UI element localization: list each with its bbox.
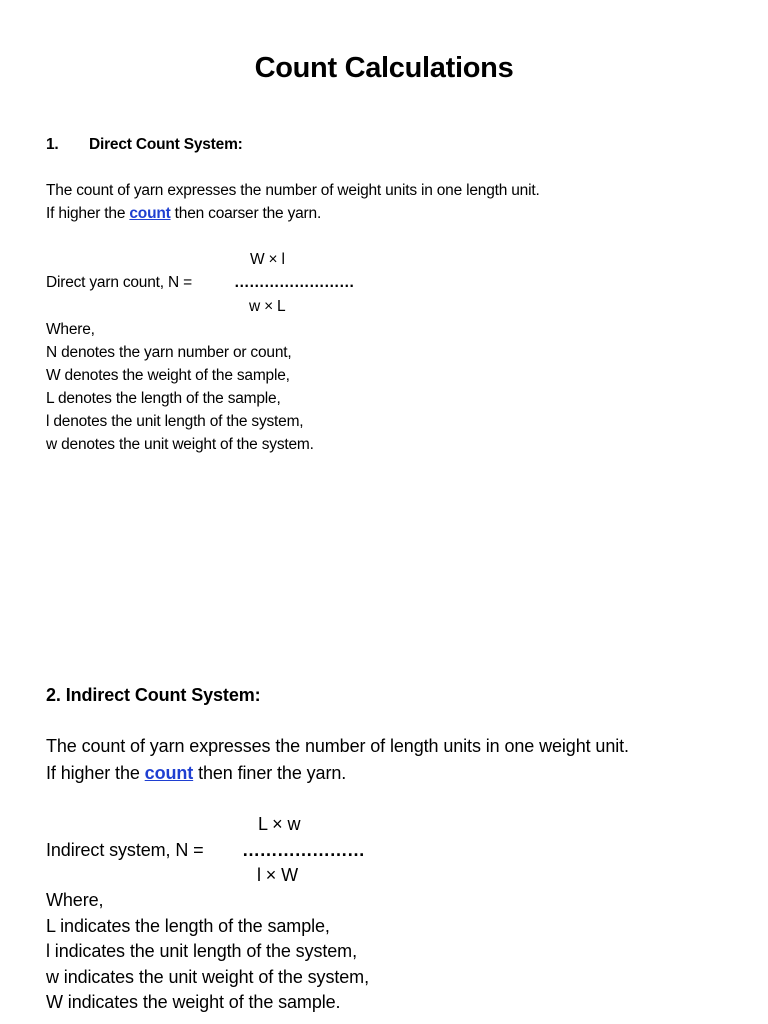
definition-item: L indicates the length of the sample,	[46, 916, 330, 936]
count-link[interactable]: count	[129, 205, 171, 222]
indirect-note-prefix: If higher the	[46, 763, 145, 783]
definition-item: N denotes the yarn number or count,	[46, 344, 292, 361]
formula-label: Direct yarn count, N =	[46, 274, 192, 291]
definition-item: l denotes the unit length of the system,	[46, 413, 304, 430]
direct-note	[46, 205, 321, 223]
definition-item: W indicates the weight of the sample.	[46, 992, 341, 1012]
definition-item: w indicates the unit weight of the system,	[46, 967, 369, 987]
indirect-note-suffix: then finer the yarn.	[193, 763, 347, 783]
where-label: Where,	[46, 321, 95, 338]
formula-numerator: W × l	[250, 251, 285, 268]
count-link[interactable]: count	[144, 763, 194, 783]
indirect-note	[46, 763, 346, 784]
indirect-description: The count of yarn expresses the number of length units in one weight unit.	[46, 736, 629, 756]
direct-note-prefix: If higher the	[46, 205, 130, 222]
direct-note-suffix: then coarser the yarn.	[170, 205, 322, 222]
formula-label: Indirect system, N =	[46, 840, 204, 860]
section-number: 1.	[46, 136, 59, 153]
definition-item: w denotes the unit weight of the system.	[46, 436, 314, 453]
formula-numerator: L × w	[258, 814, 301, 834]
formula-denominator: w × L	[249, 298, 286, 315]
definition-item: W denotes the weight of the sample,	[46, 367, 290, 384]
section-heading: Direct Count System:	[89, 136, 243, 153]
where-label: Where,	[46, 890, 104, 910]
direct-description: The count of yarn expresses the number of weight units in one length unit.	[46, 182, 540, 199]
definition-item: L denotes the length of the sample,	[46, 390, 281, 407]
fraction-line: ……………………	[234, 274, 354, 291]
definition-item: l indicates the unit length of the system,	[46, 941, 357, 961]
page-title: Count Calculations	[254, 52, 514, 84]
section-heading: 2. Indirect Count System:	[46, 685, 261, 705]
fraction-line: …………………	[242, 840, 365, 860]
formula-denominator: l × W	[257, 865, 299, 885]
